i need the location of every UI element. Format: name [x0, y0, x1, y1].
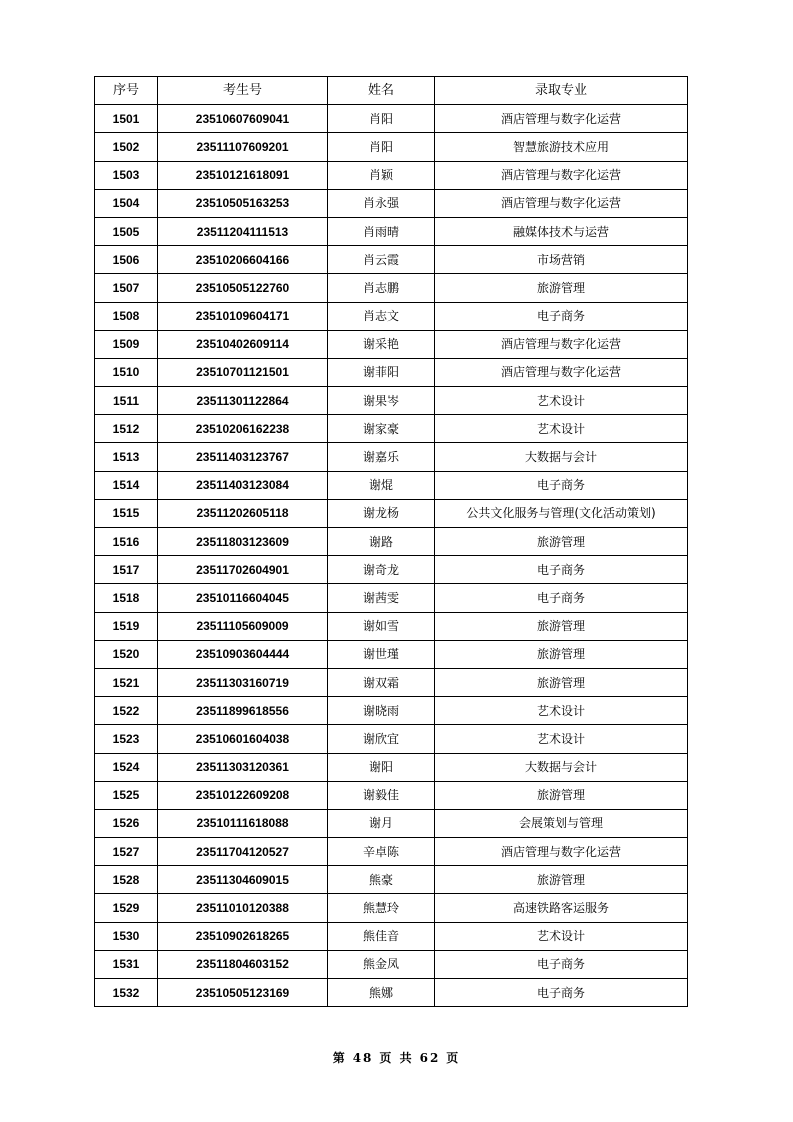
cell-exam-id: 23510121618091	[158, 161, 328, 189]
cell-major: 智慧旅游技术应用	[435, 133, 688, 161]
footer-middle: 页 共	[379, 1051, 414, 1065]
cell-exam-id: 23510116604045	[158, 584, 328, 612]
table-header-row	[95, 77, 688, 105]
cell-seq: 1525	[95, 781, 158, 809]
cell-major: 酒店管理与数字化运营	[435, 105, 688, 133]
cell-name: 谢阳	[328, 753, 435, 781]
cell-name: 谢路	[328, 528, 435, 556]
cell-name: 肖志文	[328, 302, 435, 330]
cell-major: 电子商务	[435, 471, 688, 499]
cell-seq: 1530	[95, 922, 158, 950]
table-row	[95, 471, 688, 499]
cell-seq: 1505	[95, 217, 158, 245]
cell-major: 艺术设计	[435, 697, 688, 725]
cell-name: 肖志鹏	[328, 274, 435, 302]
table-row	[95, 387, 688, 415]
cell-seq: 1504	[95, 189, 158, 217]
cell-seq: 1519	[95, 612, 158, 640]
cell-seq: 1510	[95, 358, 158, 386]
cell-exam-id: 23510505122760	[158, 274, 328, 302]
cell-name: 肖云霞	[328, 246, 435, 274]
cell-exam-id: 23511107609201	[158, 133, 328, 161]
page-footer	[0, 1049, 793, 1066]
cell-exam-id: 23510206162238	[158, 415, 328, 443]
table-row	[95, 866, 688, 894]
table-row	[95, 415, 688, 443]
table-row	[95, 922, 688, 950]
cell-major: 融媒体技术与运营	[435, 217, 688, 245]
cell-name: 谢晓雨	[328, 697, 435, 725]
table-row	[95, 217, 688, 245]
table-row	[95, 499, 688, 527]
table-row	[95, 640, 688, 668]
table-row	[95, 753, 688, 781]
cell-name: 谢焜	[328, 471, 435, 499]
cell-major: 高速铁路客运服务	[435, 894, 688, 922]
cell-exam-id: 23510402609114	[158, 330, 328, 358]
table-row	[95, 528, 688, 556]
table-row	[95, 781, 688, 809]
cell-major: 旅游管理	[435, 528, 688, 556]
cell-seq: 1506	[95, 246, 158, 274]
table-row	[95, 697, 688, 725]
cell-name: 谢欣宜	[328, 725, 435, 753]
cell-name: 谢毅佳	[328, 781, 435, 809]
cell-exam-id: 23511403123767	[158, 443, 328, 471]
cell-name: 谢果岑	[328, 387, 435, 415]
cell-seq: 1503	[95, 161, 158, 189]
cell-exam-id: 23510903604444	[158, 640, 328, 668]
cell-name: 肖颖	[328, 161, 435, 189]
cell-name: 谢如雪	[328, 612, 435, 640]
cell-name: 谢月	[328, 809, 435, 837]
cell-major: 市场营销	[435, 246, 688, 274]
cell-major: 旅游管理	[435, 668, 688, 696]
cell-major: 电子商务	[435, 950, 688, 978]
cell-major: 大数据与会计	[435, 443, 688, 471]
cell-exam-id: 23510505163253	[158, 189, 328, 217]
cell-seq: 1532	[95, 979, 158, 1007]
cell-seq: 1516	[95, 528, 158, 556]
cell-seq: 1529	[95, 894, 158, 922]
cell-name: 谢奇龙	[328, 556, 435, 584]
cell-major: 艺术设计	[435, 922, 688, 950]
cell-major: 艺术设计	[435, 387, 688, 415]
table-row	[95, 246, 688, 274]
cell-major: 电子商务	[435, 556, 688, 584]
table-body	[95, 105, 688, 1007]
cell-name: 熊金凤	[328, 950, 435, 978]
table-row	[95, 668, 688, 696]
cell-seq: 1524	[95, 753, 158, 781]
footer-suffix: 页	[446, 1051, 461, 1065]
cell-seq: 1515	[95, 499, 158, 527]
cell-name: 谢双霜	[328, 668, 435, 696]
header-exam-id: 考生号	[158, 77, 328, 105]
cell-exam-id: 23510122609208	[158, 781, 328, 809]
cell-major: 电子商务	[435, 302, 688, 330]
header-major: 录取专业	[435, 77, 688, 105]
cell-name: 辛卓陈	[328, 838, 435, 866]
cell-exam-id: 23511403123084	[158, 471, 328, 499]
cell-name: 肖永强	[328, 189, 435, 217]
footer-total-pages: 62	[419, 1051, 441, 1065]
cell-exam-id: 23510607609041	[158, 105, 328, 133]
cell-seq: 1507	[95, 274, 158, 302]
cell-exam-id: 23511899618556	[158, 697, 328, 725]
cell-exam-id: 23510206604166	[158, 246, 328, 274]
cell-name: 肖雨晴	[328, 217, 435, 245]
cell-name: 肖阳	[328, 105, 435, 133]
table-row	[95, 950, 688, 978]
cell-exam-id: 23511702604901	[158, 556, 328, 584]
cell-major: 旅游管理	[435, 866, 688, 894]
cell-name: 熊娜	[328, 979, 435, 1007]
table-row	[95, 612, 688, 640]
cell-name: 谢嘉乐	[328, 443, 435, 471]
cell-major: 酒店管理与数字化运营	[435, 161, 688, 189]
table-row	[95, 302, 688, 330]
cell-major: 酒店管理与数字化运营	[435, 838, 688, 866]
cell-major: 电子商务	[435, 584, 688, 612]
cell-name: 熊慧玲	[328, 894, 435, 922]
admission-table	[94, 76, 688, 1007]
table-row	[95, 105, 688, 133]
cell-major: 大数据与会计	[435, 753, 688, 781]
cell-seq: 1512	[95, 415, 158, 443]
cell-seq: 1523	[95, 725, 158, 753]
cell-seq: 1514	[95, 471, 158, 499]
cell-seq: 1511	[95, 387, 158, 415]
cell-exam-id: 23510111618088	[158, 809, 328, 837]
cell-name: 熊豪	[328, 866, 435, 894]
cell-major: 酒店管理与数字化运营	[435, 358, 688, 386]
cell-exam-id: 23510601604038	[158, 725, 328, 753]
cell-seq: 1501	[95, 105, 158, 133]
table-row	[95, 556, 688, 584]
cell-seq: 1513	[95, 443, 158, 471]
cell-major: 旅游管理	[435, 274, 688, 302]
cell-exam-id: 23511010120388	[158, 894, 328, 922]
table-row	[95, 358, 688, 386]
table-row	[95, 979, 688, 1007]
table-row	[95, 809, 688, 837]
cell-seq: 1517	[95, 556, 158, 584]
cell-exam-id: 23511704120527	[158, 838, 328, 866]
cell-exam-id: 23511204111513	[158, 217, 328, 245]
cell-name: 谢茜雯	[328, 584, 435, 612]
cell-exam-id: 23510505123169	[158, 979, 328, 1007]
cell-major: 电子商务	[435, 979, 688, 1007]
header-name: 姓名	[328, 77, 435, 105]
cell-seq: 1508	[95, 302, 158, 330]
cell-exam-id: 23510701121501	[158, 358, 328, 386]
table-row	[95, 584, 688, 612]
table-row	[95, 189, 688, 217]
cell-major: 旅游管理	[435, 781, 688, 809]
cell-exam-id: 23510109604171	[158, 302, 328, 330]
table-row	[95, 161, 688, 189]
cell-major: 旅游管理	[435, 612, 688, 640]
cell-name: 肖阳	[328, 133, 435, 161]
cell-major: 旅游管理	[435, 640, 688, 668]
cell-major: 艺术设计	[435, 415, 688, 443]
cell-name: 谢世瑾	[328, 640, 435, 668]
cell-exam-id: 23511202605118	[158, 499, 328, 527]
cell-seq: 1531	[95, 950, 158, 978]
cell-seq: 1527	[95, 838, 158, 866]
cell-seq: 1502	[95, 133, 158, 161]
table-row	[95, 274, 688, 302]
table-row	[95, 330, 688, 358]
table-row	[95, 894, 688, 922]
cell-name: 谢家豪	[328, 415, 435, 443]
cell-major: 酒店管理与数字化运营	[435, 189, 688, 217]
cell-seq: 1521	[95, 668, 158, 696]
cell-exam-id: 23511105609009	[158, 612, 328, 640]
cell-exam-id: 23511304609015	[158, 866, 328, 894]
cell-major: 公共文化服务与管理(文化活动策划)	[435, 499, 688, 527]
cell-exam-id: 23511804603152	[158, 950, 328, 978]
cell-major: 艺术设计	[435, 725, 688, 753]
cell-name: 谢菲阳	[328, 358, 435, 386]
cell-exam-id: 23511303120361	[158, 753, 328, 781]
table-row	[95, 838, 688, 866]
header-seq: 序号	[95, 77, 158, 105]
footer-page-number: 48	[352, 1051, 374, 1065]
footer-prefix: 第	[332, 1051, 347, 1065]
cell-major: 酒店管理与数字化运营	[435, 330, 688, 358]
cell-seq: 1509	[95, 330, 158, 358]
cell-name: 谢采艳	[328, 330, 435, 358]
table-row	[95, 133, 688, 161]
cell-seq: 1526	[95, 809, 158, 837]
cell-exam-id: 23510902618265	[158, 922, 328, 950]
table-row	[95, 443, 688, 471]
cell-name: 谢龙杨	[328, 499, 435, 527]
cell-seq: 1522	[95, 697, 158, 725]
cell-seq: 1520	[95, 640, 158, 668]
cell-major: 会展策划与管理	[435, 809, 688, 837]
cell-seq: 1518	[95, 584, 158, 612]
cell-seq: 1528	[95, 866, 158, 894]
cell-name: 熊佳音	[328, 922, 435, 950]
cell-exam-id: 23511301122864	[158, 387, 328, 415]
cell-exam-id: 23511303160719	[158, 668, 328, 696]
table-row	[95, 725, 688, 753]
cell-exam-id: 23511803123609	[158, 528, 328, 556]
